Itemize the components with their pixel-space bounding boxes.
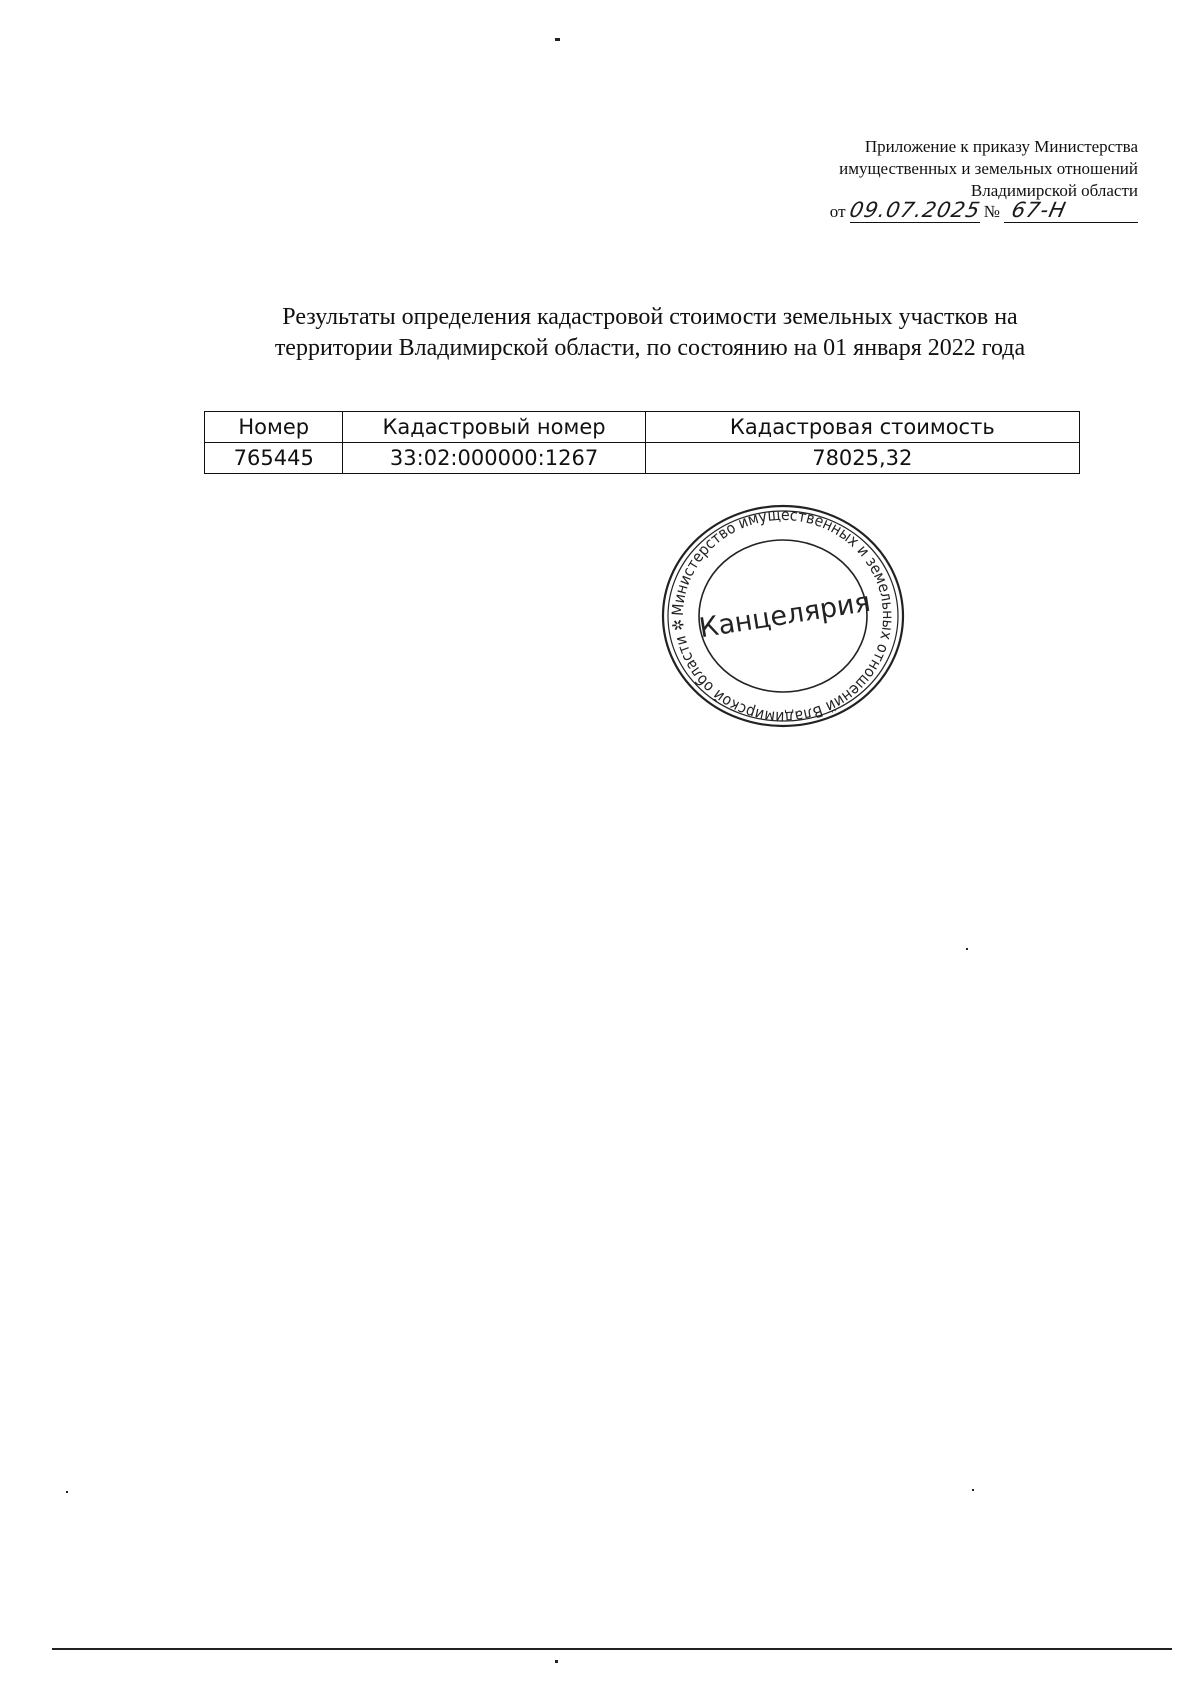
cell-cadastral-number: 33:02:000000:1267 [343, 443, 645, 474]
scan-speck [555, 1660, 558, 1663]
from-label: от [829, 202, 846, 221]
appendix-line-1: Приложение к приказу Министерства [864, 137, 1138, 156]
header-cadastral-number: Кадастровый номер [343, 412, 645, 443]
page-bottom-rule [52, 1648, 1172, 1650]
title-line-1: Результаты определения кадастровой стоимости земельных участков на [282, 304, 1018, 330]
scan-speck [966, 948, 968, 950]
cadastral-table [204, 411, 1080, 474]
title-line-2: территории Владимирской области, по состоянию на 01 января 2022 года [274, 335, 1026, 361]
appendix-block [718, 136, 1138, 223]
order-date-field [846, 198, 983, 223]
appendix-line-3: Владимирской области [970, 181, 1138, 200]
order-number-field [1004, 200, 1138, 223]
scan-speck [555, 38, 560, 41]
appendix-line-2: имущественных и земельных отношений [839, 159, 1138, 178]
header-cadastral-value: Кадастровая стоимость [645, 412, 1079, 443]
scan-speck [972, 1489, 974, 1491]
table-row [205, 443, 1080, 474]
stamp-ring-text: Министерство имущественных и земельных отношений Владимирской области ✲ [668, 505, 898, 727]
office-stamp [660, 503, 906, 729]
stamp-center-text: Канцелярия [697, 586, 873, 645]
order-reference [718, 200, 1138, 223]
order-number: 67-Н [1009, 198, 1069, 222]
cell-number: 765445 [205, 443, 343, 474]
document-title [200, 302, 1100, 364]
header-number: Номер [205, 412, 343, 443]
table-header-row [205, 412, 1080, 443]
scan-speck [66, 1491, 68, 1493]
cell-cadastral-value: 78025,32 [645, 443, 1079, 474]
stamp-graphic [660, 503, 906, 729]
order-date: 09.07.2025 [846, 198, 983, 222]
number-label: № [983, 202, 1000, 221]
